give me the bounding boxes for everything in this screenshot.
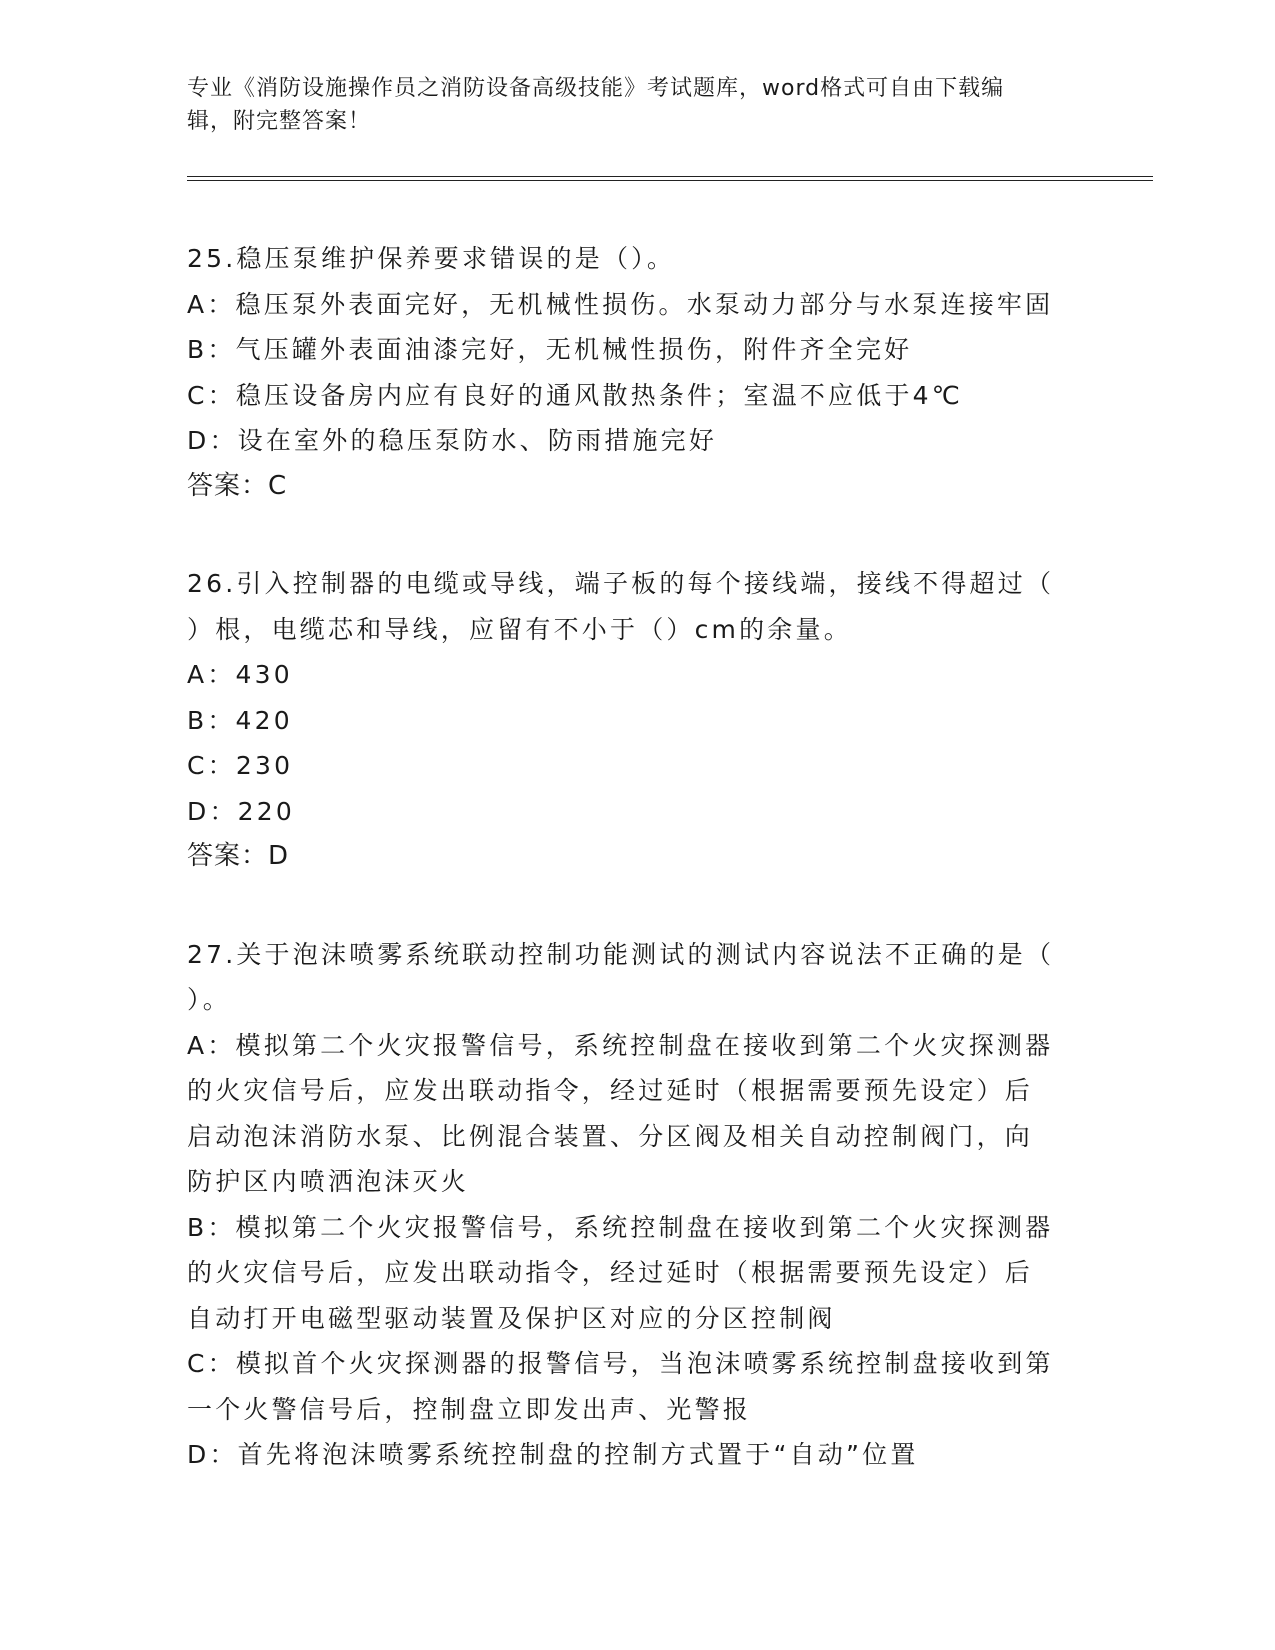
option-d: D：220 (187, 796, 295, 826)
answer-label: 答案：D (187, 841, 290, 871)
option-b-line: 自动打开电磁型驱动装置及保护区对应的分区控制阀 (187, 1303, 836, 1333)
option-b: B：420 (187, 705, 293, 735)
option-a-line: 防护区内喷洒泡沫灭火 (187, 1167, 470, 1196)
option-b-line: B：模拟第二个火灾报警信号，系统控制盘在接收到第二个火灾探测器 (187, 1212, 1054, 1242)
option-c: C：230 (187, 751, 294, 780)
option-a (187, 1023, 1087, 1205)
option-d: D：设在室外的稳压泵防水、防雨措施完好 (187, 426, 718, 455)
question-list (187, 236, 1087, 1530)
option-b: B：气压罐外表面油漆完好，无机械性损伤，附件齐全完好 (187, 335, 913, 364)
question-stem: 26.引入控制器的电缆或导线，端子板的每个接线端，接线不得超过（ (187, 569, 1055, 598)
option-c-line: C：模拟首个火灾探测器的报警信号，当泡沫喷雾系统控制盘接收到第 (187, 1349, 1054, 1378)
option-c (187, 1341, 1087, 1432)
question-25 (187, 236, 1087, 509)
question-stem: 25.稳压泵维护保养要求错误的是（）。 (187, 244, 676, 273)
option-a: A：稳压泵外表面完好，无机械性损伤。水泵动力部分与水泵连接牢固 (187, 289, 1054, 319)
question-stem: 27.关于泡沫喷雾系统联动控制功能测试的测试内容说法不正确的是（ (187, 939, 1055, 969)
answer-label: 答案：C (187, 470, 288, 501)
option-a: A：430 (187, 660, 293, 689)
option-a-line: 启动泡沫消防水泵、比例混合装置、分区阀及相关自动控制阀门，向 (187, 1121, 1034, 1151)
option-c: C：稳压设备房内应有良好的通风散热条件；室温不应低于4℃ (187, 380, 964, 410)
option-a-line: 的火灾信号后，应发出联动指令，经过延时（根据需要预先设定）后 (187, 1076, 1034, 1105)
option-c-line: 一个火警信号后，控制盘立即发出声、光警报 (187, 1394, 752, 1424)
header-line-1: 专业《消防设施操作员之消防设备高级技能》考试题库，word格式可自由下载编 (187, 76, 1005, 101)
question-stem: ）。 (187, 985, 231, 1014)
option-d-line: D：首先将泡沫喷雾系统控制盘的控制方式置于“自动”位置 (187, 1440, 919, 1469)
document-header (187, 72, 1077, 138)
header-divider (187, 176, 1153, 181)
option-d (187, 1432, 1087, 1478)
header-line-2: 辑，附完整答案！ (187, 109, 372, 134)
option-a-line: A：模拟第二个火灾报警信号，系统控制盘在接收到第二个火灾探测器 (187, 1030, 1054, 1060)
question-26 (187, 561, 1087, 880)
option-b (187, 1205, 1087, 1342)
question-27 (187, 932, 1087, 1478)
option-b-line: 的火灾信号后，应发出联动指令，经过延时（根据需要预先设定）后 (187, 1258, 1034, 1287)
question-stem: ）根，电缆芯和导线，应留有不小于（）cm的余量。 (187, 614, 852, 644)
